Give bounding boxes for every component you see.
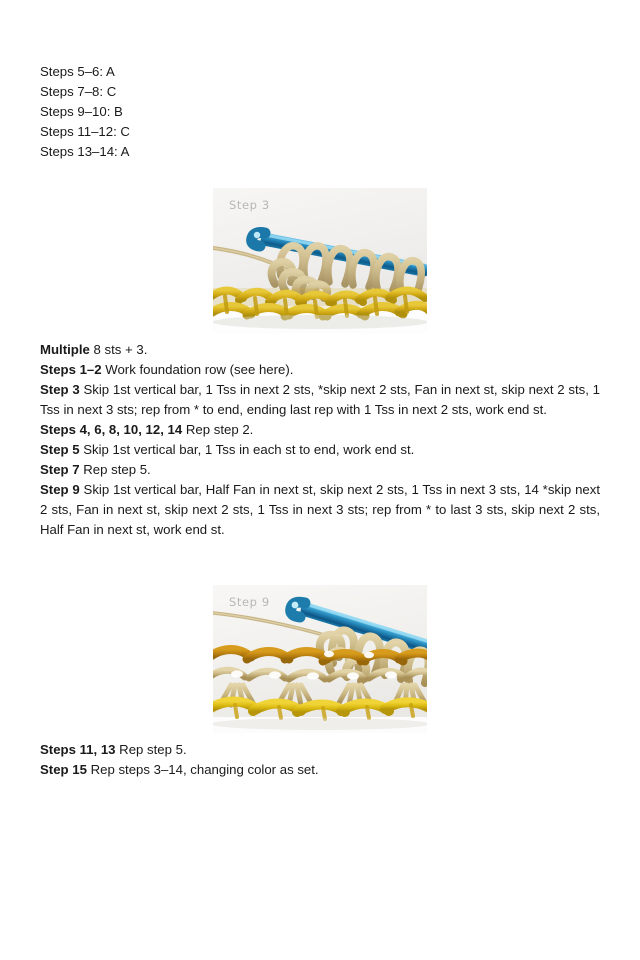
instructions-block-bottom (40, 740, 600, 780)
instruction-line (40, 420, 600, 440)
instruction-line (40, 740, 600, 760)
instruction-body: Rep step 2. (182, 422, 254, 437)
figure-step-label: Step 3 (229, 198, 270, 212)
instruction-line (40, 760, 600, 780)
instruction-lead: Step 3 (40, 382, 80, 397)
instruction-body: 8 sts + 3. (89, 342, 148, 357)
instruction-lead: Step 9 (40, 482, 80, 497)
list-item: Steps 11–12: C (40, 124, 130, 139)
figure-step-label: Step 9 (229, 595, 270, 609)
list-item: Steps 7–8: C (40, 84, 117, 99)
figure-step-9-photo (213, 585, 427, 733)
instruction-line (40, 480, 600, 540)
instruction-body: Rep step 5. (115, 742, 187, 757)
instruction-body: Skip 1st vertical bar, Half Fan in next st, skip next 2 sts, 1 Tss in next 3 sts, 14 *skip next 2 sts, Fan in next st, skip next 2 sts, 1 Tss in next 3 sts; rep from * to last 3 sts, skip next 2 sts, Half Fan in next st, work end st. (40, 482, 600, 537)
instruction-lead: Step 15 (40, 762, 87, 777)
instruction-line (40, 360, 600, 380)
instruction-lead: Steps 4, 6, 8, 10, 12, 14 (40, 422, 183, 437)
list-item: Steps 9–10: B (40, 104, 123, 119)
instruction-body: Skip 1st vertical bar, 1 Tss in next 2 sts, *skip next 2 sts, Fan in next st, skip next 2 sts, 1 Tss in next 3 sts; rep from * to end, ending last rep with 1 Tss in next 2 sts, work end st. (40, 382, 600, 417)
instruction-body: Work foundation row (see here). (101, 362, 294, 377)
instruction-lead: Steps 11, 13 (40, 742, 116, 757)
list-item: Steps 13–14: A (40, 144, 130, 159)
instruction-body: Skip 1st vertical bar, 1 Tss in each st to end, work end st. (79, 442, 415, 457)
figure-step-3-photo (213, 188, 427, 333)
instruction-line (40, 460, 600, 480)
color-sequence-list (40, 62, 440, 162)
instruction-line (40, 380, 600, 420)
instruction-body: Rep step 5. (79, 462, 151, 477)
instruction-line (40, 340, 600, 360)
instruction-line (40, 440, 600, 460)
instruction-lead: Step 5 (40, 442, 80, 457)
instruction-lead: Steps 1–2 (40, 362, 102, 377)
instruction-lead: Step 7 (40, 462, 80, 477)
list-item: Steps 5–6: A (40, 64, 115, 79)
instructions-block-top (40, 340, 600, 540)
instruction-body: Rep steps 3–14, changing color as set. (86, 762, 319, 777)
instruction-lead: Multiple (40, 342, 90, 357)
